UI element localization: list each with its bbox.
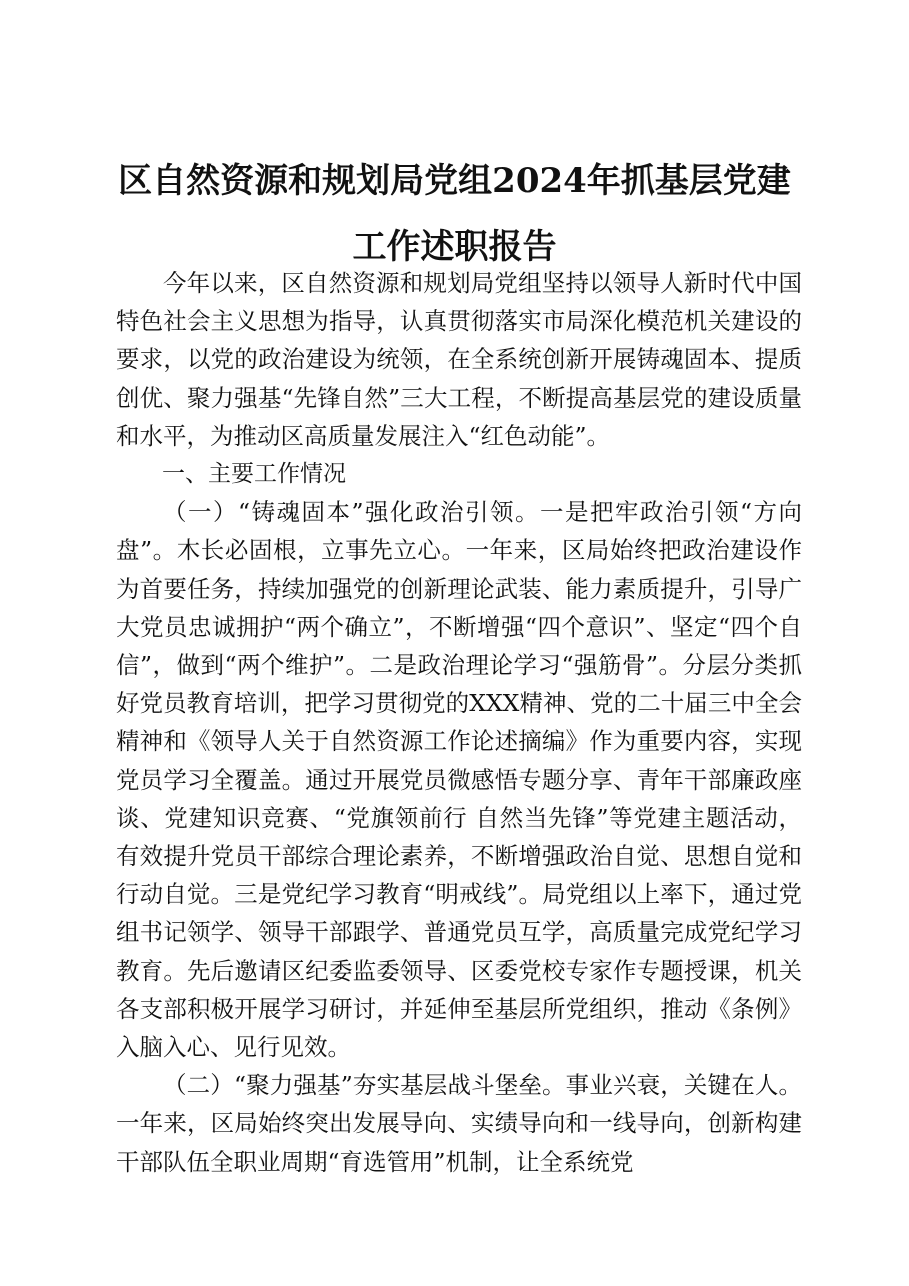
document-title-line1: 区自然资源和规划局党组2024年抓基层党建 — [118, 161, 791, 201]
body-paragraph: （二）“聚力强基”夯实基层战斗堡垒。事业兴衰，关键在人。一年来，区局始终突出发展导向、实绩导向和一线导向，创新构建干部队伍全职业周期“育选管用”机制，让全系统党 — [116, 1071, 802, 1176]
body-paragraph: （一）“铸魂固本”强化政治引领。一是把牢政治引领“方向盘”。木长必固根，立事先立心。一年来，区局始终把政治建设作为首要任务，持续加强党的创新理论武装、能力素质提升，引导广大党员忠诚拥护“两个确立”，不断增强“四个意识”、坚定“四个自信”，做到“两个维护”。二是政治理论学习“强筋骨”。分层分类抓好党员教育培训，把学习贯彻党的XXX精神、党的二十届三中全会精神和《领导人关于自然资源工作论述摘编》作为重要内容，实现党员学习全覆盖。通过开展党员微感悟专题分享、青年干部廉政座谈、党建知识竞赛、“党旗领前行 自然当先锋”等党建主题活动，有效提升党员干部综合理论素养，不断增强政治自觉、思想自觉和行动自觉。三是党纪学习教育“明戒线”。局党组以上率下，通过党组书记领学、领导干部跟学、普通党员互学，高质量完成党纪学习教育。先后邀请区纪委监委领导、区委党校专家作专题授课，机关各支部积极开展学习研讨，并延伸至基层所党组织，推动《条例》入脑入心、见行见效。 — [116, 498, 802, 1062]
document-body — [116, 264, 802, 1181]
intro-paragraph: 今年以来，区自然资源和规划局党组坚持以领导人新时代中国特色社会主义思想为指导，认真贯彻落实市局深化模范机关建设的要求，以党的政治建设为统领，在全系统创新开展铸魂固本、提质创优、聚力强基“先锋自然”三大工程，不断提高基层党的建设质量和水平，为推动区高质量发展注入“红色动能”。 — [116, 269, 802, 450]
section-heading: 一、主要工作情况 — [162, 461, 346, 488]
document-title-line2: 工作述职报告 — [352, 227, 557, 267]
